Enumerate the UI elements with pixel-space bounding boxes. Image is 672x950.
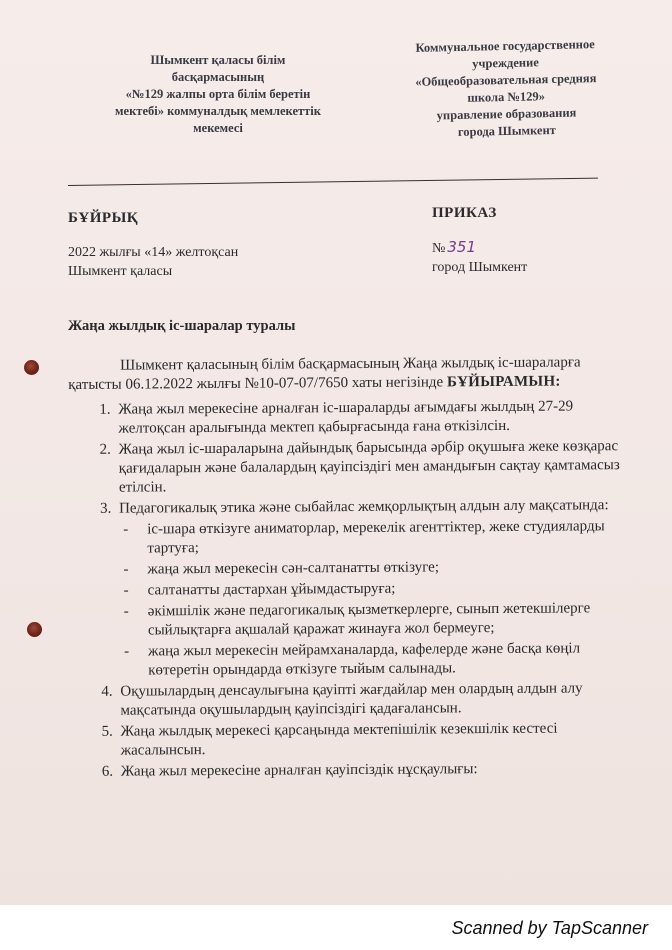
scanner-watermark: Scanned by TapScanner [451, 918, 648, 938]
sub-list-item: - жаңа жыл мерекесін сән-салтанатты өткізуге; [119, 557, 629, 580]
number-prefix: № [432, 241, 446, 256]
header-ru-line: города Шымкент [457, 122, 556, 140]
header-kz-line: мекемесі [193, 121, 243, 135]
header-ru-line: «Общеобразовательная средняя [415, 71, 597, 89]
item-text: Жаңа жыл мерекесіне арналған іс-шараларды ағымдағы жылдың 27-29 желтоқсан аралығында мектеп қабырғасында ғана өткізілсін. [118, 398, 574, 437]
order-city-kz: Шымкент қаласы [68, 264, 173, 279]
item-text: Жаңа жылдық мерекесі қарсаңында мектепішілік кезекшілік кестесі жасалынсын. [120, 720, 558, 759]
header-ru-line: школа №129» [467, 89, 546, 105]
sub-list-item: - әкімшілік және педагогикалық қызметкерлерге, сынып жетекшілерге сыйлықтарға ақшалай қаражат жинауға жол бермеуге; [120, 599, 630, 641]
order-number [432, 238, 476, 258]
header-ru-line: учреждение [471, 55, 539, 71]
header-kz-line: «№129 жалпы орта білім беретін [125, 87, 311, 101]
header-ru-line: Коммунальное государственное [415, 37, 595, 55]
item-text: Жаңа жыл іс-шараларына дайындық барысында әрбір оқушыға жеке көзқарас қағидаларын және балалардың қауіпсіздігі мен амандығын сақтау қамтамасыз етілсін. [118, 438, 620, 496]
punch-hole [27, 622, 42, 637]
order-date: 2022 жылғы «14» желтоқсан [68, 245, 239, 260]
header-kz-line: басқармасының [171, 70, 265, 84]
header-kz-line: Шымкент қаласы білім [150, 53, 286, 67]
list-item [116, 679, 630, 721]
list-item [115, 437, 629, 498]
list-item [114, 397, 628, 439]
item-text: Педагогикалық этика және сыбайлас жемқорлықтың алдын алу мақсатында: [119, 497, 609, 517]
sub-list-item: - іс-шара өткізуге аниматорлар, мерекелік агенттіктер, жеке студияларды тартуға; [119, 517, 629, 559]
list-item [115, 496, 630, 681]
ordered-keyword: БҰЙЫРАМЫН: [446, 373, 561, 391]
header-kazakh [88, 52, 348, 137]
item-text: Оқушылардың денсаулығына қауіпті жағдайлар мен олардың алдын алу мақсатында оқушылардың қауіпсіздігі қадағалансын. [120, 680, 583, 719]
order-subject: Жаңа жылдық іс-шаралар туралы [68, 318, 296, 334]
order-intro [68, 353, 628, 395]
header-divider [68, 178, 598, 186]
order-items [68, 397, 631, 782]
item-text: Жаңа жыл мерекесіне арналған қауіпсіздік нұсқаулығы: [120, 761, 478, 780]
sub-items [119, 517, 630, 681]
sub-list-item: - салтанатты дастархан ұйымдастыруға; [120, 578, 630, 601]
order-title-ru: ПРИКАЗ [432, 205, 497, 221]
intro-text: Шымкент қаласының білім басқармасының Жаңа жылдық іс-шараларға қатысты 06.12.2022 жылғы №10-07-07/7650 хаты негізінде [68, 354, 581, 393]
punch-hole [24, 360, 39, 375]
order-body [68, 353, 631, 784]
header-kz-line: мектебі» коммуналдық мемлекеттік [115, 104, 321, 118]
sub-list-item: - жаңа жыл мерекесін мейрамханаларда, кафелерде және басқа көңіл көтеретін орындарда өткізуге тыйым салынады. [120, 639, 630, 681]
list-item [117, 719, 631, 761]
handwritten-number: 351 [447, 238, 476, 256]
order-title-kz: БҰЙРЫҚ [68, 210, 139, 226]
header-ru-line: управление образования [436, 105, 577, 123]
list-item [117, 759, 631, 782]
order-city-ru: город Шымкент [432, 260, 528, 275]
header-russian [391, 36, 621, 143]
